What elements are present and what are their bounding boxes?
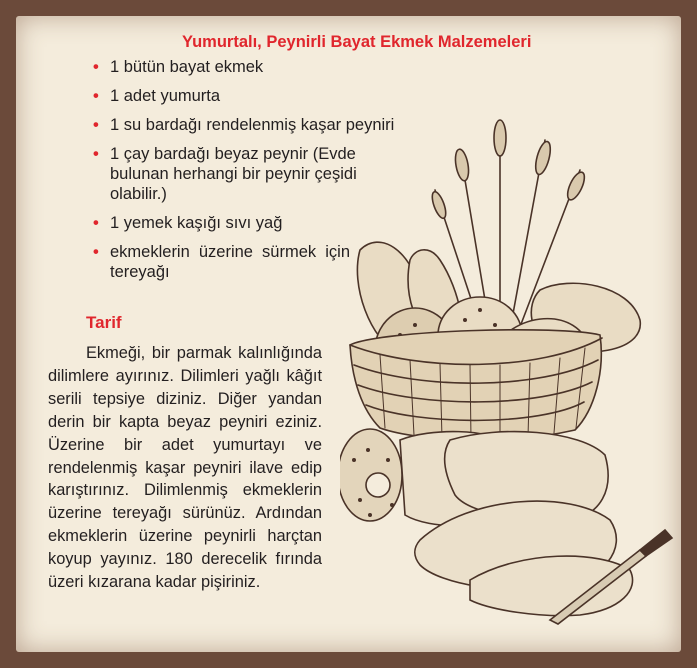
bullet-icon: • xyxy=(93,116,99,134)
bullet-icon: • xyxy=(93,87,99,105)
ingredient-text: 1 su bardağı rendelenmiş kaşar peyniri xyxy=(110,116,395,134)
ingredient-item xyxy=(88,242,350,282)
ingredient-item xyxy=(88,57,350,77)
ingredient-text: 1 adet yumurta xyxy=(110,87,221,105)
ingredient-text: 1 çay bardağı beyaz peynir (Evde bulunan herhangi bir peynir çeşidi olabilir.) xyxy=(110,145,357,203)
bullet-icon: • xyxy=(93,145,99,163)
bullet-icon: • xyxy=(93,214,99,232)
bullet-icon: • xyxy=(93,243,99,261)
ingredient-text: 1 bütün bayat ekmek xyxy=(110,58,264,76)
ingredient-text: 1 yemek kaşığı sıvı yağ xyxy=(110,214,283,232)
wicker-basket xyxy=(350,330,602,440)
bread-basket-illustration xyxy=(340,110,676,635)
recipe-heading: Tarif xyxy=(86,313,122,332)
ingredient-item xyxy=(88,86,350,106)
ingredients-list xyxy=(88,57,395,291)
ingredient-text: ekmeklerin üzerine sürmek için tereyağı xyxy=(110,243,350,281)
front-breads xyxy=(340,429,633,616)
ingredients-title: Yumurtalı, Peynirli Bayat Ekmek Malzemeleri xyxy=(182,33,532,51)
bullet-icon: • xyxy=(93,58,99,76)
recipe-instructions: Ekmeği, bir parmak kalınlığında dilimlere ayırınız. Dilimleri yağlı kâğıt serili tepsiye diziniz. Diğer yandan derin bir kapta beyaz peyniri eziniz. Üzerine bir adet yumurtayı ve rendelenmiş kaşar peyniri ilave edip karıştırınız. Dilimlenmiş ekmeklerin üzerine tereyağı sürünüz. Ardından ekmeklerin üzerine peynirli harçtan koyup yayınız. 180 derecelik fırında üzeri kızarana kadar pişiriniz. xyxy=(48,344,322,592)
